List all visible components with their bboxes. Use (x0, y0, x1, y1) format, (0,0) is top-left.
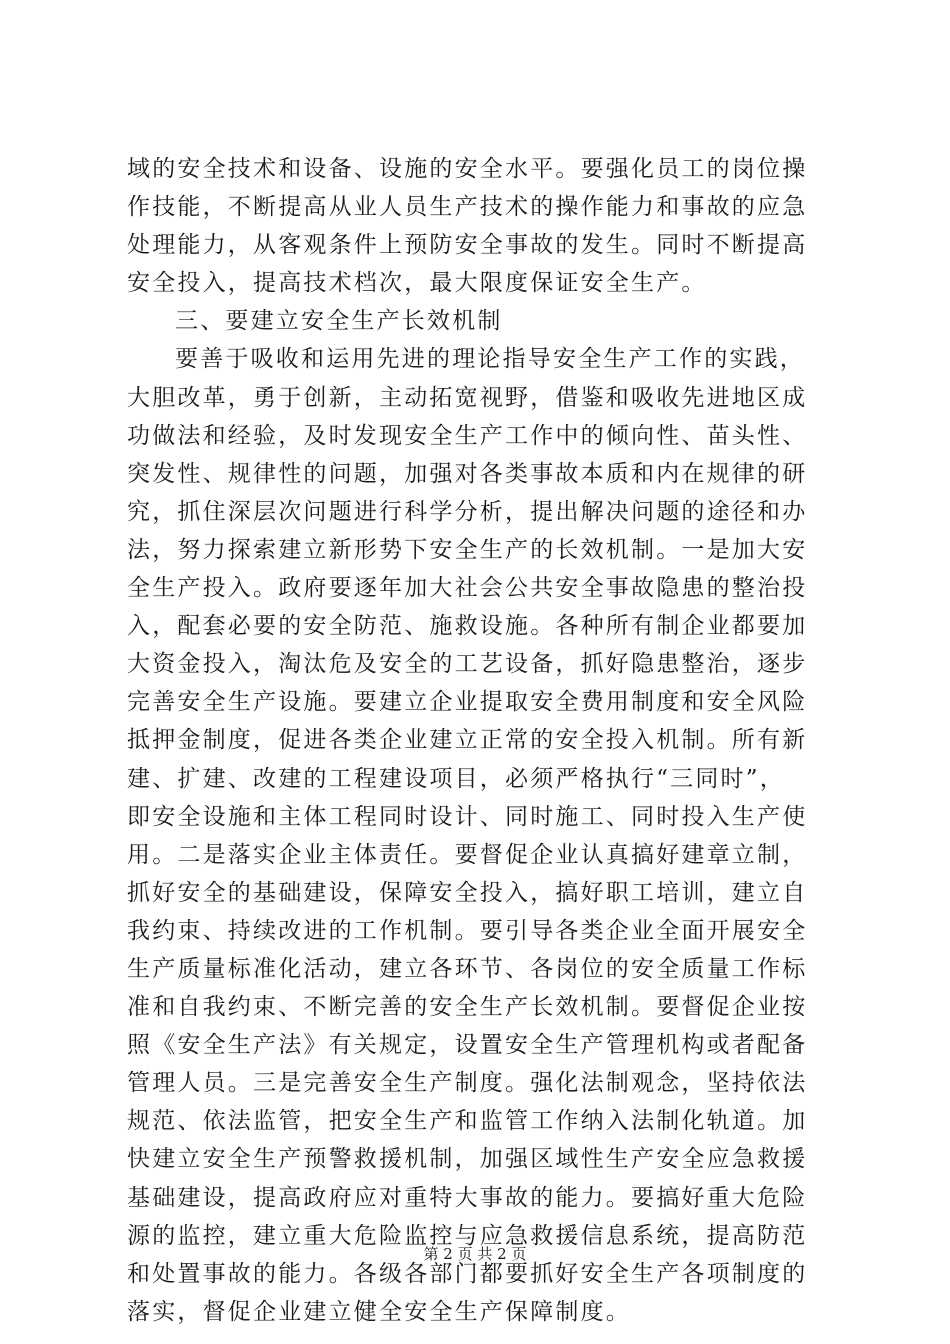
text-line: 入，配套必要的安全防范、施救设施。各种所有制企业都要加 (127, 613, 808, 640)
text-line: 准和自我约束、不断完善的安全生产长效机制。要督促企业按 (127, 994, 808, 1021)
page-number-footer: 第 2 页 共 2 页 (423, 1245, 527, 1263)
text-line: 基础建设，提高政府应对重特大事故的能力。要搞好重大危险 (127, 1184, 808, 1211)
section-heading: 三、要建立安全生产长效机制 (175, 308, 503, 335)
text-line: 要善于吸收和运用先进的理论指导安全生产工作的实践， (175, 346, 805, 373)
text-line: 大资金投入，淘汰危及安全的工艺设备，抓好隐患整治，逐步 (127, 651, 808, 678)
text-line: 突发性、规律性的问题，加强对各类事故本质和内在规律的研 (127, 460, 808, 487)
text-line: 我约束、持续改进的工作机制。要引导各类企业全面开展安全 (127, 917, 808, 944)
text-line: 完善安全生产设施。要建立企业提取安全费用制度和安全风险 (127, 689, 808, 716)
text-line: 生产质量标准化活动，建立各环节、各岗位的安全质量工作标 (127, 955, 808, 982)
text-line: 法，努力探索建立新形势下安全生产的长效机制。一是加大安 (127, 536, 808, 563)
text-line: 全生产投入。政府要逐年加大社会公共安全事故隐患的整治投 (127, 575, 808, 602)
text-line: 管理人员。三是完善安全生产制度。强化法制观念，坚持依法 (127, 1070, 808, 1097)
document-body (127, 150, 833, 1331)
text-line: 抓好安全的基础建设，保障安全投入，搞好职工培训，建立自 (127, 879, 808, 906)
text-line: 究，抓住深层次问题进行科学分析，提出解决问题的途径和办 (127, 498, 808, 525)
text-line: 快建立安全生产预警救援机制，加强区域性生产安全应急救援 (127, 1146, 808, 1173)
text-line: 规范、依法监管，把安全生产和监管工作纳入法制化轨道。加 (127, 1108, 808, 1135)
text-line: 功做法和经验，及时发现安全生产工作中的倾向性、苗头性、 (127, 422, 808, 449)
text-line: 用。二是落实企业主体责任。要督促企业认真搞好建章立制， (127, 841, 808, 868)
text-line: 作技能，不断提高从业人员生产技术的操作能力和事故的应急 (127, 194, 808, 221)
text-line: 源的监控，建立重大危险监控与应急救援信息系统，提高防范 (127, 1222, 808, 1249)
text-line: 抵押金制度，促进各类企业建立正常的安全投入机制。所有新 (127, 727, 808, 754)
text-line: 即安全设施和主体工程同时设计、同时施工、同时投入生产使 (127, 803, 808, 830)
text-line: 和处置事故的能力。各级各部门都要抓好安全生产各项制度的 (127, 1260, 808, 1287)
text-line: 大胆改革，勇于创新，主动拓宽视野，借鉴和吸收先进地区成 (127, 384, 808, 411)
text-line: 安全投入，提高技术档次，最大限度保证安全生产。 (127, 270, 707, 297)
text-line: 处理能力，从客观条件上预防安全事故的发生。同时不断提高 (127, 232, 808, 259)
text-line: 落实，督促企业建立健全安全生产保障制度。 (127, 1298, 631, 1325)
text-line: 域的安全技术和设备、设施的安全水平。要强化员工的岗位操 (127, 156, 808, 182)
text-line: 照《安全生产法》有关规定，设置安全生产管理机构或者配备 (127, 1032, 808, 1059)
text-line: 建、扩建、改建的工程建设项目，必须严格执行“三同时”， (127, 765, 785, 792)
